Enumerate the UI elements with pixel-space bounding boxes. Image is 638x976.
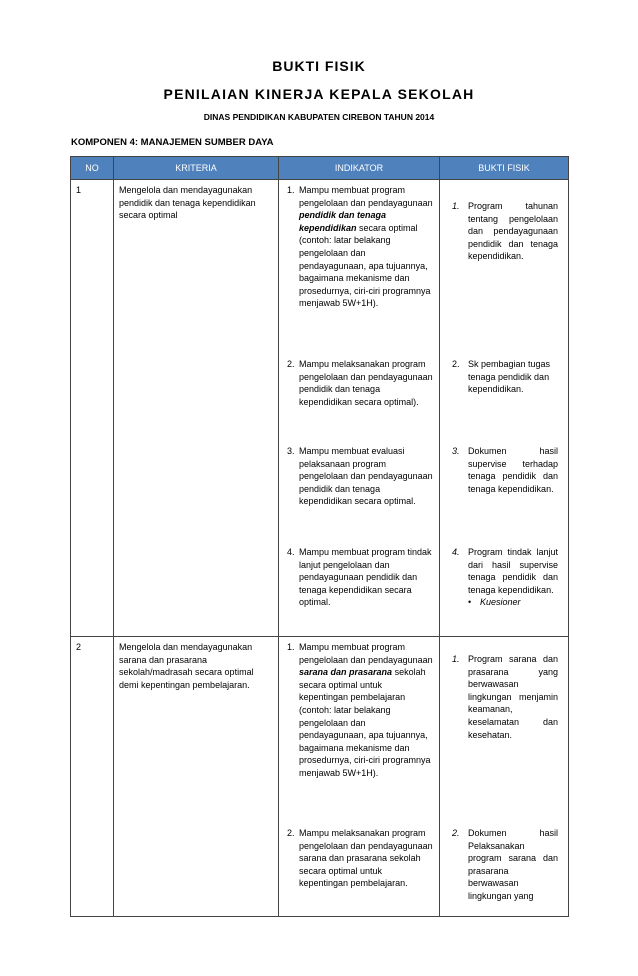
criteria-table (70, 156, 569, 917)
indikator-item: 4. Mampu membuat program tindak lanjut pengelolaan dan pendayagunaan pendidik dan tenaga kependidikan secara optimal. (287, 547, 432, 608)
indikator-item: 1. Mampu membuat program pengelolaan dan pendayagunaan sarana dan prasarana sekolah secara optimal untuk kepentingan pembelajaran (contoh: latar belakang pengelolaan dan pendayagunaan, apa tujuannya, bagaimana mekanisme dan prosedurnya, ciri-ciri programnya menjawab 5W+1H). (287, 642, 433, 778)
row-number: 1 (71, 180, 114, 637)
kriteria-cell: Mengelola dan mendayagunakan pendidik dan tenaga kependidikan secara optimal (114, 180, 279, 637)
indikator-cell (279, 637, 440, 917)
indikator-item: 2. Mampu melaksanakan program pengelolaan dan pendayagunaan sarana dan prasarana sekolah secara optimal untuk kepentingan pembelajaran. (287, 828, 433, 889)
bukti-item: 1. Program tahunan tentang pengelolaan dan pendayagunaan pendidik dan tenaga kependidikan. (452, 201, 558, 262)
bukti-fisik-cell (440, 180, 569, 637)
indikator-item: 1. Mampu membuat program pengelolaan dan pendayagunaan pendidik dan tenaga kependidikan secara optimal (contoh: latar belakang pengelolaan dan pendayagunaan, apa tujuannya, bagaimana mekanisme dan prosedurnya, ciri-ciri programnya menjawab 5W+1H). (287, 185, 433, 309)
header-indikator: INDIKATOR (279, 157, 440, 180)
doc-subtitle: PENILAIAN KINERJA KEPALA SEKOLAH (163, 86, 475, 102)
bukti-item: 1. Program sarana dan prasarana yang berwawasan lingkungan menjamin keamanan, keselamatan dan kesehatan. (452, 654, 558, 740)
table-row (71, 637, 569, 917)
bukti-item: 3. Dokumen hasil supervise terhadap tenaga pendidik dan tenaga kependidikan. (452, 446, 558, 494)
bullet-icon: • (468, 597, 472, 608)
row-number: 2 (71, 637, 114, 917)
table-header-row (71, 157, 569, 180)
bukti-item: 2. Dokumen hasil Pelaksanakan program sarana dan prasarana berwawasan lingkungan yang (452, 828, 558, 901)
header-bukti-fisik: BUKTI FISIK (440, 157, 569, 180)
bullet-item: • Kuesioner (468, 597, 521, 608)
header-no: NO (71, 157, 114, 180)
indikator-item: 2. Mampu melaksanakan program pengelolaan dan pendayagunaan pendidik dan tenaga kependidikan secara optimal). (287, 359, 433, 407)
bukti-fisik-cell (440, 637, 569, 917)
doc-agency: DINAS PENDIDIKAN KABUPATEN CIREBON TAHUN 2014 (203, 112, 435, 122)
indikator-item: 3. Mampu membuat evaluasi pelaksanaan program pengelolaan dan pendayagunaan pendidik dan tenaga kependidikan secara optimal. (287, 446, 433, 507)
bukti-item: 2. Sk pembagian tugas tenaga pendidik dan kependidikan. (452, 359, 551, 395)
header-kriteria: KRITERIA (114, 157, 279, 180)
doc-title: BUKTI FISIK (272, 58, 366, 74)
indikator-cell (279, 180, 440, 637)
bukti-item: 4. Program tindak lanjut dari hasil supervise tenaga pendidik dan tenaga kependidikan. (452, 547, 558, 595)
component-heading: KOMPONEN 4: MANAJEMEN SUMBER DAYA (71, 137, 274, 148)
table-row (71, 180, 569, 637)
kriteria-cell: Mengelola dan mendayagunakan sarana dan prasarana sekolah/madrasah secara optimal demi kepentingan pembelajaran. (114, 637, 279, 917)
